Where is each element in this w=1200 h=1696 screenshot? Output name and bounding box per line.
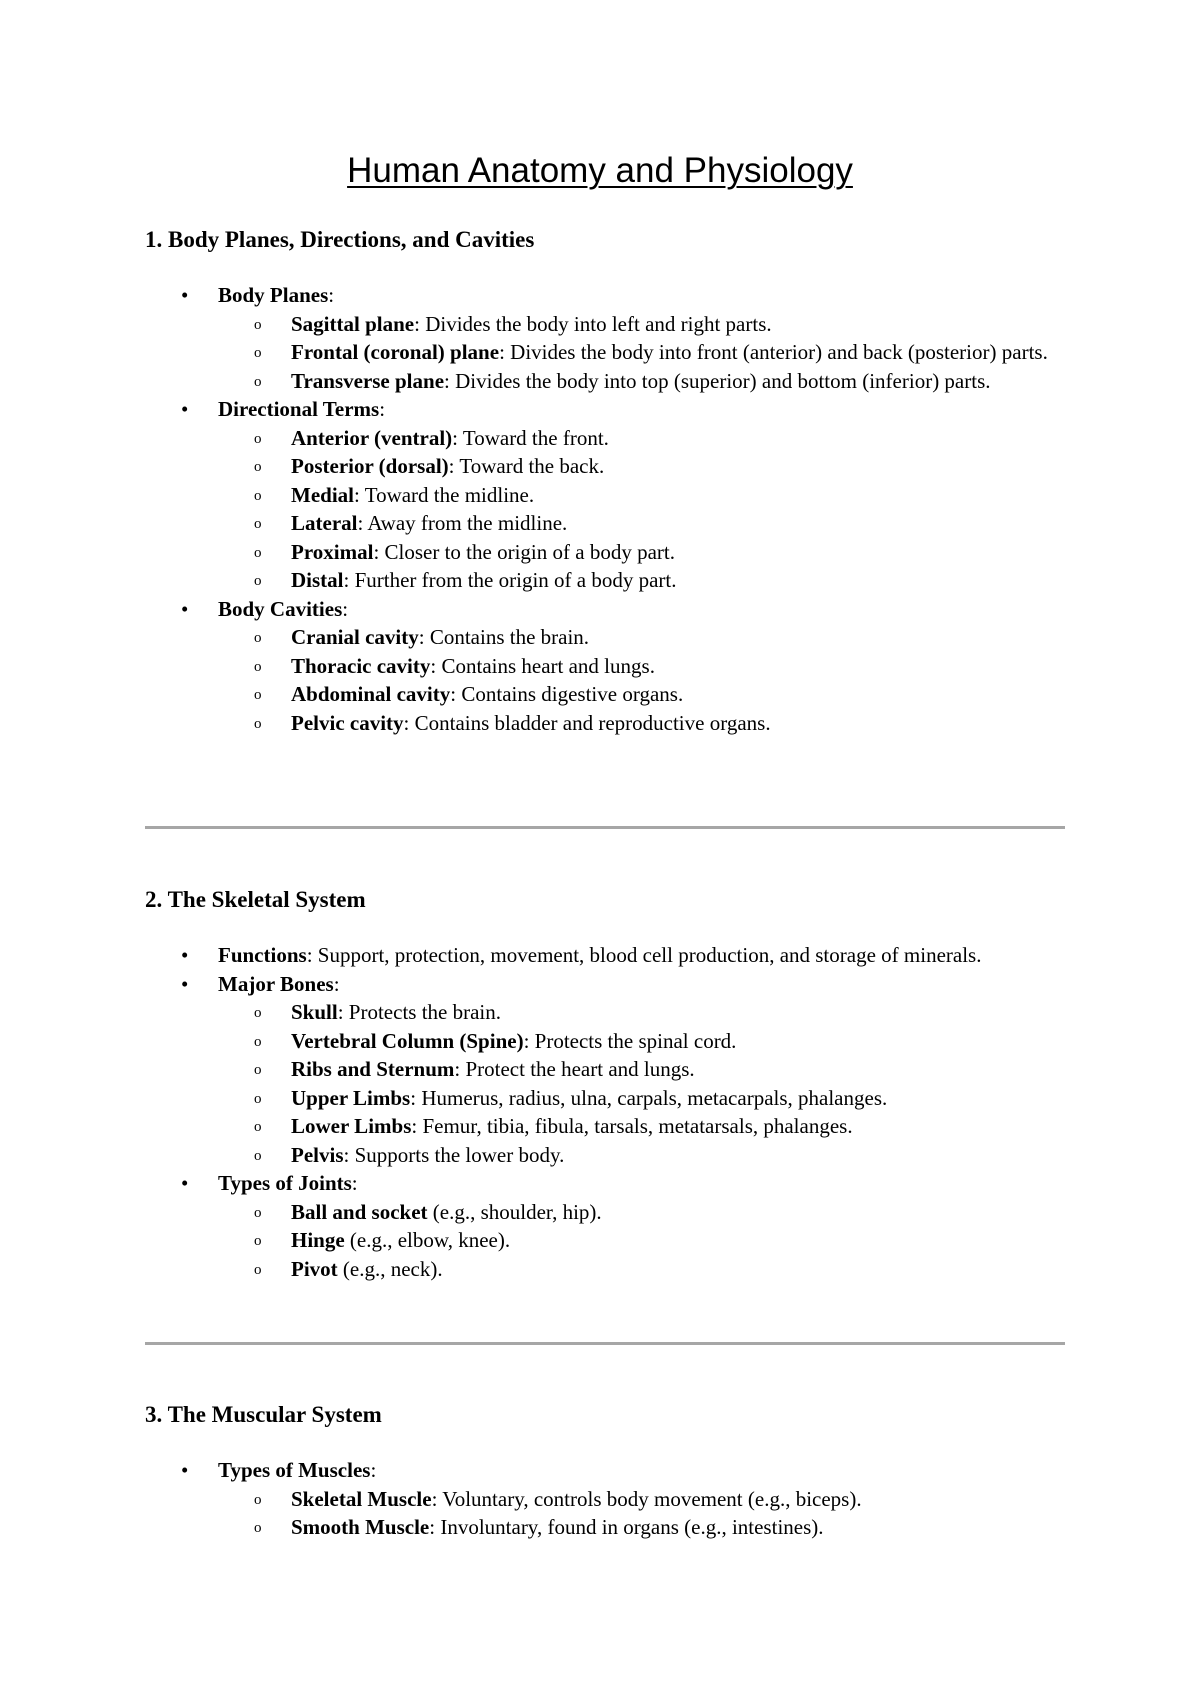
sub-item-term: Frontal (coronal) plane [291,340,500,364]
sub-item-term: Vertebral Column (Spine) [291,1028,524,1053]
sub-item-text: : Contains the brain. [418,625,590,649]
sub-item-text: (e.g., shoulder, hip). [427,1199,602,1224]
sub-list [145,424,1065,595]
sub-item-term: Posterior (dorsal) [291,454,449,478]
sub-list [145,1485,1065,1542]
item-text: : Support, protection, movement, blood cell production, and storage of minerals. [306,943,982,967]
sub-list-item [145,998,1065,1027]
sub-item-text: : Humerus, radius, ulna, carpals, metacarpals, phalanges. [410,1085,888,1110]
sub-list-item [145,1112,1065,1141]
sub-item-text: : Toward the midline. [354,482,535,507]
sub-item-term: Pelvic cavity [291,710,404,735]
sub-item-text: (e.g., elbow, knee). [344,1228,511,1252]
sub-list-item [145,538,1065,567]
sub-item-text: : Divides the body into front (anterior) and back (posterior) parts. [499,340,1048,364]
section-muscular-system [145,1400,1065,1542]
item-term: Body Planes [218,283,329,307]
sub-item-text: : Contains digestive organs. [450,682,684,706]
bullet-list [145,1456,1065,1542]
item-text: : [328,283,335,307]
section-skeletal-system [145,885,1065,1283]
list-item [145,941,1065,970]
item-text: : [333,971,340,996]
sub-item-term: Thoracic cavity [291,653,431,678]
sub-item-term: Cranial cavity [291,625,419,649]
item-term: Functions [218,943,307,967]
bullet-list [145,941,1065,1283]
sub-item-term: Abdominal cavity [291,682,451,706]
sub-list-item [145,452,1065,481]
sub-item-text: : Voluntary, controls body movement (e.g., biceps). [431,1486,862,1511]
sub-list-item [145,1141,1065,1170]
item-term: Directional Terms [218,397,380,421]
sub-list-item [145,424,1065,453]
list-item [145,1456,1065,1542]
sub-item-term: Skeletal Muscle [291,1486,432,1511]
sub-list-item [145,310,1065,339]
sub-list-item [145,1084,1065,1113]
sub-list-item [145,709,1065,738]
horizontal-rule [145,1342,1065,1345]
sub-list-item [145,509,1065,538]
sub-item-term: Upper Limbs [291,1085,411,1110]
sub-item-term: Anterior (ventral) [291,425,453,450]
sub-item-text: : Involuntary, found in organs (e.g., intestines). [429,1515,824,1539]
sub-item-text: : Closer to the origin of a body part. [373,539,675,564]
list-item [145,970,1065,1170]
item-term: Types of Muscles [218,1458,371,1482]
list-item [145,281,1065,395]
sub-list-item [145,338,1065,367]
sub-item-text: : Divides the body into top (superior) and bottom (inferior) parts. [444,368,991,393]
sub-list-item [145,1027,1065,1056]
item-term: Types of Joints [218,1171,352,1195]
sub-list-item [145,566,1065,595]
sub-item-text: : Divides the body into left and right parts. [414,311,772,336]
list-item [145,1169,1065,1283]
sub-list-item [145,1513,1065,1542]
item-text: : [370,1458,377,1482]
sub-item-text: : Supports the lower body. [343,1142,565,1167]
section-body-planes [145,225,1065,737]
item-text: : [342,596,349,621]
section-heading: 3. The Muscular System [145,1402,382,1427]
sub-item-text: : Toward the front. [452,425,609,450]
sub-item-term: Ball and socket [291,1199,428,1224]
sub-item-term: Smooth Muscle [291,1515,430,1539]
bullet-list [145,281,1065,737]
sub-item-text: : Away from the midline. [357,511,568,535]
sub-item-text: : Contains bladder and reproductive organs. [403,710,771,735]
sub-list-item [145,1226,1065,1255]
item-text: : [351,1171,358,1195]
sub-list [145,623,1065,737]
sub-list [145,998,1065,1169]
sub-item-text: : Contains heart and lungs. [430,653,655,678]
section-heading: 1. Body Planes, Directions, and Cavities [145,227,535,252]
sub-list-item [145,652,1065,681]
sub-list-item [145,623,1065,652]
sub-item-term: Sagittal plane [291,311,415,336]
item-term: Major Bones [218,971,334,996]
sub-item-term: Lateral [291,511,358,535]
sub-item-term: Pelvis [291,1142,344,1167]
sub-item-text: : Toward the back. [448,454,605,478]
sub-item-text: : Protect the heart and lungs. [454,1057,695,1081]
sub-list-item [145,481,1065,510]
horizontal-rule [145,826,1065,829]
sub-item-term: Pivot [291,1256,338,1281]
sub-item-term: Lower Limbs [291,1114,412,1138]
sub-item-term: Hinge [291,1228,345,1252]
sub-item-text: (e.g., neck). [337,1256,443,1281]
item-text: : [379,397,386,421]
sub-list [145,310,1065,396]
sub-list-item [145,1198,1065,1227]
sub-list [145,1198,1065,1284]
sub-item-term: Medial [291,482,354,507]
list-item [145,595,1065,738]
sub-item-term: Skull [291,1000,338,1024]
sub-item-term: Distal [291,568,344,592]
sub-item-text: : Protects the spinal cord. [523,1028,737,1053]
sub-item-text: : Femur, tibia, fibula, tarsals, metatarsals, phalanges. [411,1114,853,1138]
sub-item-term: Ribs and Sternum [291,1057,455,1081]
sub-item-text: : Further from the origin of a body part. [343,568,677,592]
list-item [145,395,1065,595]
sub-list-item [145,1485,1065,1514]
sub-list-item [145,367,1065,396]
item-term: Body Cavities [218,596,343,621]
sub-list-item [145,1255,1065,1284]
sub-list-item [145,1055,1065,1084]
section-heading: 2. The Skeletal System [145,887,366,912]
sub-item-term: Transverse plane [291,368,445,393]
sub-list-item [145,680,1065,709]
sub-item-text: : Protects the brain. [337,1000,502,1024]
page-title: Human Anatomy and Physiology [347,151,853,190]
sub-item-term: Proximal [291,539,374,564]
